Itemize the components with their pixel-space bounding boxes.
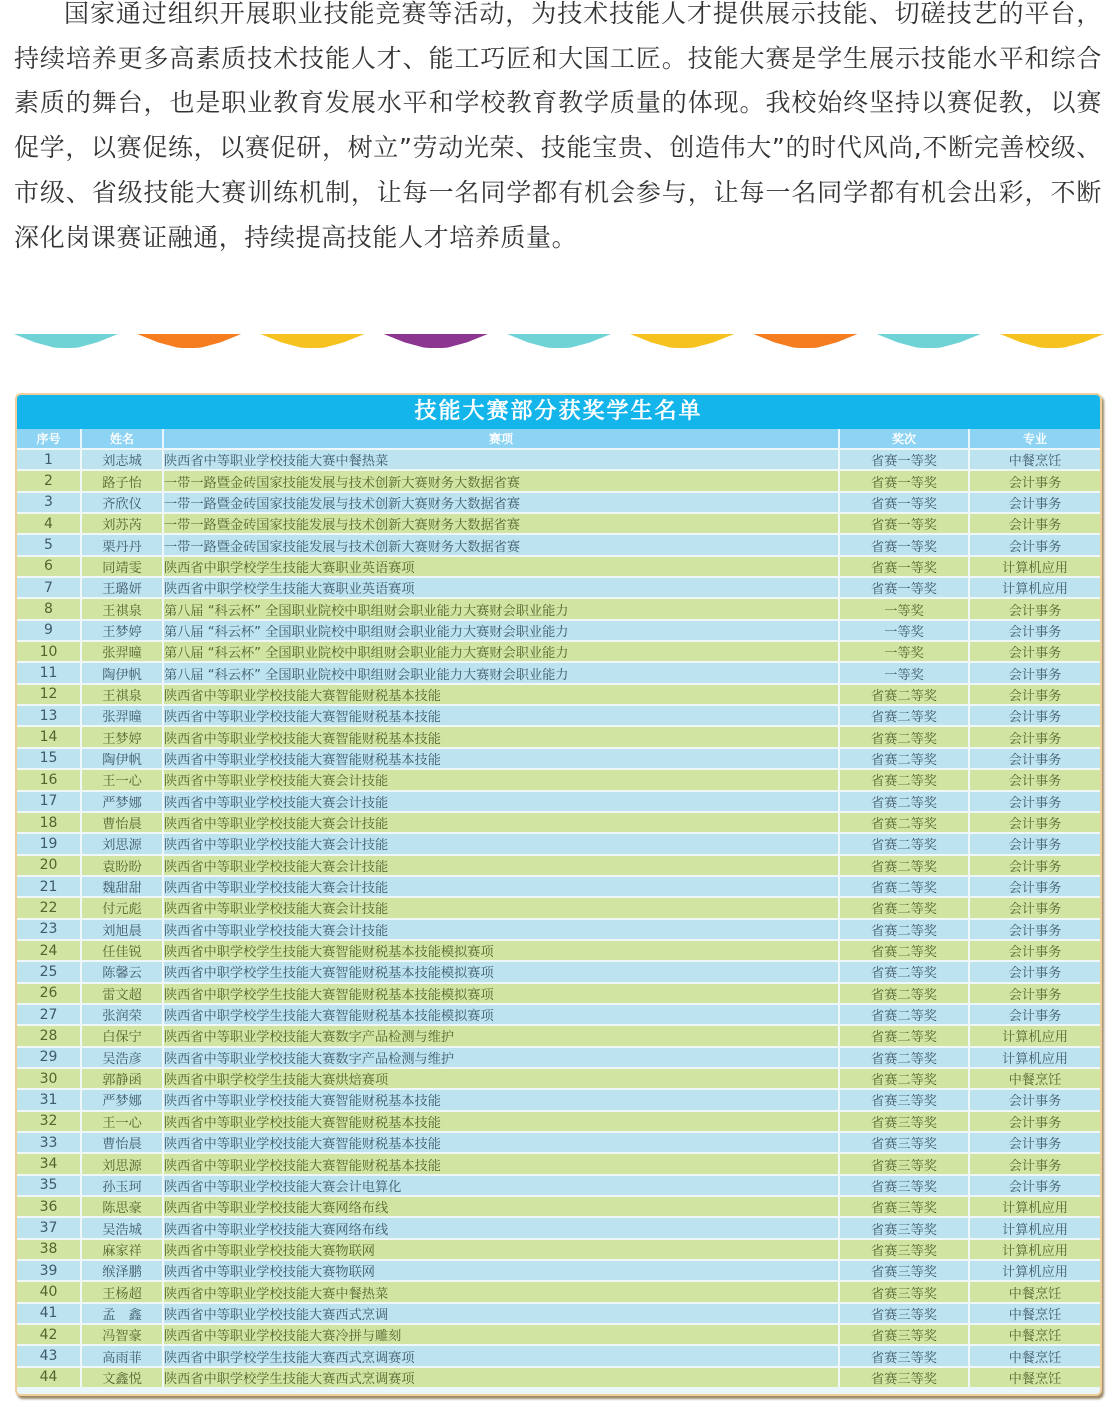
row-index: 41 bbox=[17, 1303, 81, 1324]
table-row bbox=[17, 1324, 1100, 1345]
award-level: 省赛三等奖 bbox=[839, 1324, 969, 1345]
student-name: 曹怡晨 bbox=[81, 1132, 163, 1153]
major: 会计事务 bbox=[969, 983, 1100, 1004]
table-row bbox=[17, 940, 1100, 961]
table-row bbox=[17, 513, 1100, 534]
major: 会计事务 bbox=[969, 641, 1100, 662]
event-name: 陕西省中等职业学校技能大赛会计技能 bbox=[163, 919, 839, 940]
row-index: 2 bbox=[17, 470, 81, 491]
award-level: 省赛三等奖 bbox=[839, 1111, 969, 1132]
event-name: 陕西省中职学校学生技能大赛西式烹调赛项 bbox=[163, 1367, 839, 1387]
scallop-shape-icon bbox=[384, 334, 488, 348]
student-name: 王梦婷 bbox=[81, 620, 163, 641]
award-level: 省赛三等奖 bbox=[839, 1281, 969, 1302]
student-name: 严梦娜 bbox=[81, 791, 163, 812]
table-header-row bbox=[17, 429, 1100, 449]
row-index: 32 bbox=[17, 1111, 81, 1132]
student-name: 齐欣仪 bbox=[81, 492, 163, 513]
student-name: 刘思源 bbox=[81, 1153, 163, 1174]
header-event: 赛项 bbox=[163, 429, 839, 449]
student-name: 吴浩城 bbox=[81, 1217, 163, 1238]
major: 会计事务 bbox=[969, 855, 1100, 876]
row-index: 1 bbox=[17, 449, 81, 470]
row-index: 29 bbox=[17, 1047, 81, 1068]
event-name: 陕西省中等职业学校技能大赛中餐热菜 bbox=[163, 449, 839, 470]
award-students-table bbox=[17, 429, 1100, 1387]
student-name: 孟 鑫 bbox=[81, 1303, 163, 1324]
row-index: 5 bbox=[17, 534, 81, 555]
row-index: 27 bbox=[17, 1004, 81, 1025]
award-level: 省赛一等奖 bbox=[839, 492, 969, 513]
major: 中餐烹饪 bbox=[969, 1303, 1100, 1324]
scallop-shape-icon bbox=[137, 334, 241, 348]
event-name: 陕西省中等职业学校技能大赛网络布线 bbox=[163, 1217, 839, 1238]
award-level: 一等奖 bbox=[839, 598, 969, 619]
award-level: 省赛二等奖 bbox=[839, 812, 969, 833]
award-level: 省赛二等奖 bbox=[839, 961, 969, 982]
event-name: 陕西省中等职业学校技能大赛会计电算化 bbox=[163, 1175, 839, 1196]
row-index: 15 bbox=[17, 748, 81, 769]
event-name: 一带一路暨金砖国家技能发展与技术创新大赛财务大数据省赛 bbox=[163, 470, 839, 491]
award-level: 省赛二等奖 bbox=[839, 1025, 969, 1046]
table-row bbox=[17, 449, 1100, 470]
event-name: 陕西省中职学校学生技能大赛职业英语赛项 bbox=[163, 577, 839, 598]
table-row bbox=[17, 1111, 1100, 1132]
award-level: 省赛三等奖 bbox=[839, 1303, 969, 1324]
student-name: 同靖雯 bbox=[81, 556, 163, 577]
row-index: 37 bbox=[17, 1217, 81, 1238]
student-name: 麻家祥 bbox=[81, 1239, 163, 1260]
major: 会计事务 bbox=[969, 876, 1100, 897]
event-name: 陕西省中职学校学生技能大赛智能财税基本技能模拟赛项 bbox=[163, 983, 839, 1004]
award-level: 省赛二等奖 bbox=[839, 1068, 969, 1089]
table-row bbox=[17, 470, 1100, 491]
event-name: 第八届 “科云杯” 全国职业院校中职组财会职业能力大赛财会职业能力 bbox=[163, 641, 839, 662]
award-level: 省赛三等奖 bbox=[839, 1132, 969, 1153]
table-row bbox=[17, 1132, 1100, 1153]
major: 会计事务 bbox=[969, 1111, 1100, 1132]
student-name: 王祺泉 bbox=[81, 684, 163, 705]
major: 会计事务 bbox=[969, 598, 1100, 619]
major: 中餐烹饪 bbox=[969, 449, 1100, 470]
major: 中餐烹饪 bbox=[969, 1068, 1100, 1089]
student-name: 袁盼盼 bbox=[81, 855, 163, 876]
major: 中餐烹饪 bbox=[969, 1281, 1100, 1302]
student-name: 吴浩彦 bbox=[81, 1047, 163, 1068]
student-name: 王杨超 bbox=[81, 1281, 163, 1302]
student-name: 雷文超 bbox=[81, 983, 163, 1004]
row-index: 19 bbox=[17, 833, 81, 854]
student-name: 陶伊帆 bbox=[81, 748, 163, 769]
row-index: 38 bbox=[17, 1239, 81, 1260]
table-row bbox=[17, 833, 1100, 854]
event-name: 陕西省中等职业学校技能大赛会计技能 bbox=[163, 769, 839, 790]
event-name: 陕西省中等职业学校技能大赛中餐热菜 bbox=[163, 1281, 839, 1302]
event-name: 陕西省中等职业学校技能大赛智能财税基本技能 bbox=[163, 1111, 839, 1132]
event-name: 一带一路暨金砖国家技能发展与技术创新大赛财务大数据省赛 bbox=[163, 513, 839, 534]
award-level: 一等奖 bbox=[839, 662, 969, 683]
award-level: 省赛三等奖 bbox=[839, 1260, 969, 1281]
row-index: 18 bbox=[17, 812, 81, 833]
event-name: 陕西省中等职业学校技能大赛数字产品检测与维护 bbox=[163, 1047, 839, 1068]
event-name: 陕西省中等职业学校技能大赛智能财税基本技能 bbox=[163, 748, 839, 769]
row-index: 31 bbox=[17, 1089, 81, 1110]
table-title: 技能大赛部分获奖学生名单 bbox=[17, 395, 1100, 429]
award-level: 省赛一等奖 bbox=[839, 556, 969, 577]
student-name: 刘志城 bbox=[81, 449, 163, 470]
scallop-shape-icon bbox=[261, 334, 365, 348]
event-name: 第八届 “科云杯” 全国职业院校中职组财会职业能力大赛财会职业能力 bbox=[163, 620, 839, 641]
row-index: 36 bbox=[17, 1196, 81, 1217]
row-index: 14 bbox=[17, 726, 81, 747]
award-level: 省赛二等奖 bbox=[839, 1047, 969, 1068]
event-name: 陕西省中职学校学生技能大赛智能财税基本技能模拟赛项 bbox=[163, 1004, 839, 1025]
major: 会计事务 bbox=[969, 620, 1100, 641]
table-row bbox=[17, 705, 1100, 726]
major: 会计事务 bbox=[969, 919, 1100, 940]
major: 会计事务 bbox=[969, 791, 1100, 812]
table-row bbox=[17, 1089, 1100, 1110]
student-name: 任佳锐 bbox=[81, 940, 163, 961]
row-index: 33 bbox=[17, 1132, 81, 1153]
student-name: 王梦婷 bbox=[81, 726, 163, 747]
event-name: 陕西省中等职业学校技能大赛会计技能 bbox=[163, 855, 839, 876]
student-name: 严梦娜 bbox=[81, 1089, 163, 1110]
award-level: 省赛二等奖 bbox=[839, 897, 969, 918]
table-row bbox=[17, 1025, 1100, 1046]
event-name: 陕西省中等职业学校技能大赛西式烹调 bbox=[163, 1303, 839, 1324]
row-index: 43 bbox=[17, 1345, 81, 1366]
award-level: 省赛二等奖 bbox=[839, 855, 969, 876]
award-level: 省赛一等奖 bbox=[839, 513, 969, 534]
major: 会计事务 bbox=[969, 1153, 1100, 1174]
event-name: 陕西省中等职业学校技能大赛智能财税基本技能 bbox=[163, 1153, 839, 1174]
event-name: 陕西省中等职业学校技能大赛物联网 bbox=[163, 1239, 839, 1260]
event-name: 陕西省中职学校学生技能大赛智能财税基本技能模拟赛项 bbox=[163, 940, 839, 961]
event-name: 陕西省中等职业学校技能大赛物联网 bbox=[163, 1260, 839, 1281]
student-name: 陈思豪 bbox=[81, 1196, 163, 1217]
table-body bbox=[17, 449, 1100, 1387]
event-name: 陕西省中等职业学校技能大赛数字产品检测与维护 bbox=[163, 1025, 839, 1046]
major: 会计事务 bbox=[969, 897, 1100, 918]
row-index: 30 bbox=[17, 1068, 81, 1089]
student-name: 魏甜甜 bbox=[81, 876, 163, 897]
major: 会计事务 bbox=[969, 470, 1100, 491]
award-level: 省赛二等奖 bbox=[839, 876, 969, 897]
event-name: 陕西省中等职业学校技能大赛冷拼与雕刻 bbox=[163, 1324, 839, 1345]
student-name: 栗丹丹 bbox=[81, 534, 163, 555]
row-index: 25 bbox=[17, 961, 81, 982]
row-index: 22 bbox=[17, 897, 81, 918]
award-level: 省赛三等奖 bbox=[839, 1239, 969, 1260]
table-row bbox=[17, 748, 1100, 769]
table-row bbox=[17, 1260, 1100, 1281]
student-name: 白保宁 bbox=[81, 1025, 163, 1046]
major: 会计事务 bbox=[969, 1132, 1100, 1153]
award-level: 省赛二等奖 bbox=[839, 769, 969, 790]
award-level: 省赛二等奖 bbox=[839, 940, 969, 961]
student-name: 郭静函 bbox=[81, 1068, 163, 1089]
event-name: 陕西省中等职业学校技能大赛会计技能 bbox=[163, 876, 839, 897]
major: 中餐烹饪 bbox=[969, 1324, 1100, 1345]
table-row bbox=[17, 919, 1100, 940]
major: 中餐烹饪 bbox=[969, 1345, 1100, 1366]
row-index: 7 bbox=[17, 577, 81, 598]
row-index: 11 bbox=[17, 662, 81, 683]
major: 计算机应用 bbox=[969, 1217, 1100, 1238]
major: 会计事务 bbox=[969, 534, 1100, 555]
major: 会计事务 bbox=[969, 748, 1100, 769]
row-index: 8 bbox=[17, 598, 81, 619]
table-row bbox=[17, 855, 1100, 876]
table-row bbox=[17, 1217, 1100, 1238]
article-paragraph: 国家通过组织开展职业技能竞赛等活动，为技术技能人才提供展示技能、切磋技艺的平台，持续培养更多高素质技术技能人才、能工巧匠和大国工匠。技能大赛是学生展示技能水平和综合素质的舞台，也是职业教育发展水平和学校教育教学质量的体现。我校始终坚持以赛促教，以赛促学，以赛促练，以赛促研，树立”劳动光荣、技能宝贵、创造伟大”的时代风尚,不断完善校级、市级、省级技能大赛训练机制，让每一名同学都有机会参与，让每一名同学都有机会出彩，不断深化岗课赛证融通，持续提高技能人才培养质量。 bbox=[14, 0, 1102, 252]
major: 会计事务 bbox=[969, 705, 1100, 726]
award-level: 省赛二等奖 bbox=[839, 833, 969, 854]
event-name: 一带一路暨金砖国家技能发展与技术创新大赛财务大数据省赛 bbox=[163, 492, 839, 513]
major: 计算机应用 bbox=[969, 577, 1100, 598]
table-row bbox=[17, 769, 1100, 790]
student-name: 王璐妍 bbox=[81, 577, 163, 598]
row-index: 9 bbox=[17, 620, 81, 641]
table-row bbox=[17, 534, 1100, 555]
student-name: 刘思源 bbox=[81, 833, 163, 854]
scallop-shape-icon bbox=[1000, 334, 1104, 348]
major: 会计事务 bbox=[969, 1089, 1100, 1110]
award-level: 省赛二等奖 bbox=[839, 748, 969, 769]
major: 会计事务 bbox=[969, 812, 1100, 833]
table-row bbox=[17, 1004, 1100, 1025]
row-index: 34 bbox=[17, 1153, 81, 1174]
award-level: 一等奖 bbox=[839, 641, 969, 662]
student-name: 王祺泉 bbox=[81, 598, 163, 619]
header-index: 序号 bbox=[17, 429, 81, 449]
event-name: 陕西省中职学校学生技能大赛智能财税基本技能模拟赛项 bbox=[163, 961, 839, 982]
award-list-table-card bbox=[15, 393, 1102, 1396]
award-level: 省赛二等奖 bbox=[839, 983, 969, 1004]
award-level: 省赛三等奖 bbox=[839, 1153, 969, 1174]
event-name: 第八届 “科云杯” 全国职业院校中职组财会职业能力大赛财会职业能力 bbox=[163, 662, 839, 683]
table-row bbox=[17, 1175, 1100, 1196]
scallop-shape-icon bbox=[14, 334, 118, 348]
row-index: 24 bbox=[17, 940, 81, 961]
row-index: 3 bbox=[17, 492, 81, 513]
major: 会计事务 bbox=[969, 769, 1100, 790]
student-name: 文鑫悦 bbox=[81, 1367, 163, 1387]
row-index: 13 bbox=[17, 705, 81, 726]
event-name: 一带一路暨金砖国家技能发展与技术创新大赛财务大数据省赛 bbox=[163, 534, 839, 555]
table-row bbox=[17, 598, 1100, 619]
award-level: 省赛二等奖 bbox=[839, 705, 969, 726]
table-row bbox=[17, 620, 1100, 641]
row-index: 21 bbox=[17, 876, 81, 897]
student-name: 高雨菲 bbox=[81, 1345, 163, 1366]
major: 会计事务 bbox=[969, 513, 1100, 534]
event-name: 陕西省中职学校学生技能大赛职业英语赛项 bbox=[163, 556, 839, 577]
header-major: 专业 bbox=[969, 429, 1100, 449]
major: 计算机应用 bbox=[969, 556, 1100, 577]
major: 会计事务 bbox=[969, 684, 1100, 705]
student-name: 刘苏芮 bbox=[81, 513, 163, 534]
award-level: 省赛二等奖 bbox=[839, 791, 969, 812]
row-index: 12 bbox=[17, 684, 81, 705]
table-row bbox=[17, 662, 1100, 683]
student-name: 路子怡 bbox=[81, 470, 163, 491]
major: 会计事务 bbox=[969, 662, 1100, 683]
major: 计算机应用 bbox=[969, 1047, 1100, 1068]
table-row bbox=[17, 1239, 1100, 1260]
row-index: 20 bbox=[17, 855, 81, 876]
table-row bbox=[17, 876, 1100, 897]
award-level: 省赛一等奖 bbox=[839, 449, 969, 470]
award-level: 省赛三等奖 bbox=[839, 1175, 969, 1196]
table-row bbox=[17, 577, 1100, 598]
student-name: 王一心 bbox=[81, 1111, 163, 1132]
table-row bbox=[17, 1345, 1100, 1366]
scallop-shape-icon bbox=[754, 334, 858, 348]
major: 会计事务 bbox=[969, 1004, 1100, 1025]
student-name: 缑泽鹏 bbox=[81, 1260, 163, 1281]
event-name: 陕西省中等职业学校技能大赛会计技能 bbox=[163, 791, 839, 812]
student-name: 陈馨云 bbox=[81, 961, 163, 982]
student-name: 冯智豪 bbox=[81, 1324, 163, 1345]
row-index: 6 bbox=[17, 556, 81, 577]
student-name: 孙玉珂 bbox=[81, 1175, 163, 1196]
table-row bbox=[17, 1047, 1100, 1068]
table-row bbox=[17, 1068, 1100, 1089]
row-index: 44 bbox=[17, 1367, 81, 1387]
header-name: 姓名 bbox=[81, 429, 163, 449]
table-row bbox=[17, 684, 1100, 705]
award-level: 省赛三等奖 bbox=[839, 1089, 969, 1110]
award-level: 省赛二等奖 bbox=[839, 919, 969, 940]
table-row bbox=[17, 641, 1100, 662]
major: 会计事务 bbox=[969, 833, 1100, 854]
award-level: 一等奖 bbox=[839, 620, 969, 641]
major: 会计事务 bbox=[969, 492, 1100, 513]
row-index: 39 bbox=[17, 1260, 81, 1281]
event-name: 陕西省中职学校学生技能大赛烘焙赛项 bbox=[163, 1068, 839, 1089]
row-index: 28 bbox=[17, 1025, 81, 1046]
row-index: 16 bbox=[17, 769, 81, 790]
award-level: 省赛二等奖 bbox=[839, 1004, 969, 1025]
row-index: 35 bbox=[17, 1175, 81, 1196]
award-level: 省赛一等奖 bbox=[839, 577, 969, 598]
row-index: 42 bbox=[17, 1324, 81, 1345]
event-name: 陕西省中职学校学生技能大赛西式烹调赛项 bbox=[163, 1345, 839, 1366]
student-name: 张羿曈 bbox=[81, 705, 163, 726]
header-award: 奖次 bbox=[839, 429, 969, 449]
row-index: 10 bbox=[17, 641, 81, 662]
row-index: 26 bbox=[17, 983, 81, 1004]
major: 会计事务 bbox=[969, 726, 1100, 747]
row-index: 23 bbox=[17, 919, 81, 940]
row-index: 40 bbox=[17, 1281, 81, 1302]
award-level: 省赛一等奖 bbox=[839, 470, 969, 491]
major: 会计事务 bbox=[969, 940, 1100, 961]
student-name: 张羿曈 bbox=[81, 641, 163, 662]
event-name: 陕西省中等职业学校技能大赛会计技能 bbox=[163, 897, 839, 918]
student-name: 张润荣 bbox=[81, 1004, 163, 1025]
major: 计算机应用 bbox=[969, 1260, 1100, 1281]
table-row bbox=[17, 1303, 1100, 1324]
row-index: 4 bbox=[17, 513, 81, 534]
major: 会计事务 bbox=[969, 961, 1100, 982]
major: 计算机应用 bbox=[969, 1196, 1100, 1217]
award-level: 省赛三等奖 bbox=[839, 1196, 969, 1217]
award-level: 省赛三等奖 bbox=[839, 1367, 969, 1387]
table-row bbox=[17, 791, 1100, 812]
scallop-shape-icon bbox=[877, 334, 981, 348]
major: 会计事务 bbox=[969, 1175, 1100, 1196]
award-level: 省赛三等奖 bbox=[839, 1217, 969, 1238]
event-name: 陕西省中等职业学校技能大赛智能财税基本技能 bbox=[163, 684, 839, 705]
major: 计算机应用 bbox=[969, 1239, 1100, 1260]
table-row bbox=[17, 983, 1100, 1004]
event-name: 第八届 “科云杯” 全国职业院校中职组财会职业能力大赛财会职业能力 bbox=[163, 598, 839, 619]
student-name: 付元彪 bbox=[81, 897, 163, 918]
student-name: 曹怡晨 bbox=[81, 812, 163, 833]
table-row bbox=[17, 812, 1100, 833]
decorative-scallop-divider bbox=[14, 334, 1104, 350]
award-level: 省赛三等奖 bbox=[839, 1345, 969, 1366]
scallop-shape-icon bbox=[507, 334, 611, 348]
student-name: 王一心 bbox=[81, 769, 163, 790]
table-row bbox=[17, 1281, 1100, 1302]
table-row bbox=[17, 1367, 1100, 1387]
event-name: 陕西省中等职业学校技能大赛智能财税基本技能 bbox=[163, 705, 839, 726]
student-name: 陶伊帆 bbox=[81, 662, 163, 683]
event-name: 陕西省中等职业学校技能大赛网络布线 bbox=[163, 1196, 839, 1217]
event-name: 陕西省中等职业学校技能大赛会计技能 bbox=[163, 833, 839, 854]
event-name: 陕西省中等职业学校技能大赛智能财税基本技能 bbox=[163, 1132, 839, 1153]
student-name: 刘旭晨 bbox=[81, 919, 163, 940]
table-row bbox=[17, 897, 1100, 918]
major: 中餐烹饪 bbox=[969, 1367, 1100, 1387]
major: 计算机应用 bbox=[969, 1025, 1100, 1046]
event-name: 陕西省中等职业学校技能大赛智能财税基本技能 bbox=[163, 726, 839, 747]
table-row bbox=[17, 1153, 1100, 1174]
table-row bbox=[17, 961, 1100, 982]
award-level: 省赛二等奖 bbox=[839, 684, 969, 705]
event-name: 陕西省中等职业学校技能大赛智能财税基本技能 bbox=[163, 1089, 839, 1110]
table-row bbox=[17, 1196, 1100, 1217]
event-name: 陕西省中等职业学校技能大赛会计技能 bbox=[163, 812, 839, 833]
table-row bbox=[17, 492, 1100, 513]
table-row bbox=[17, 556, 1100, 577]
award-level: 省赛二等奖 bbox=[839, 726, 969, 747]
scallop-shape-icon bbox=[630, 334, 734, 348]
row-index: 17 bbox=[17, 791, 81, 812]
table-row bbox=[17, 726, 1100, 747]
award-level: 省赛一等奖 bbox=[839, 534, 969, 555]
